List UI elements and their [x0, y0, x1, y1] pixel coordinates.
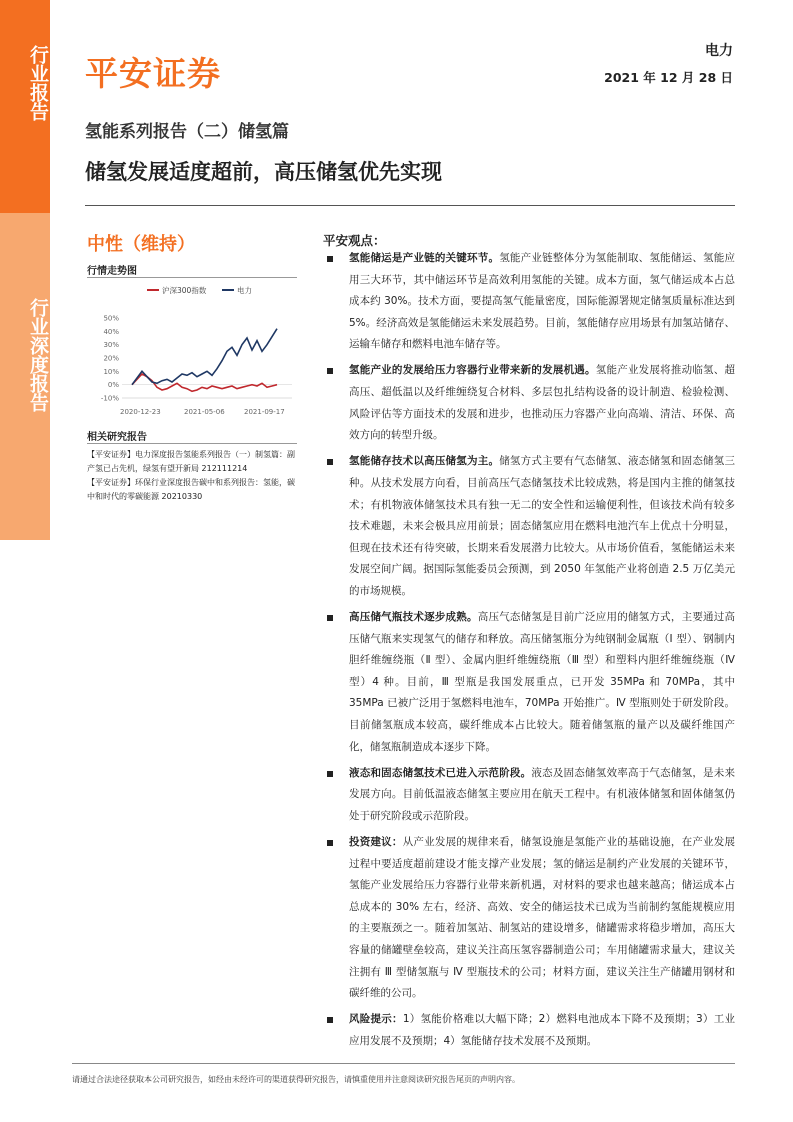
key-point-text: 从产业发展的规律来看，储氢设施是氢能产业的基础设施，在产业发展过程中要适度超前建设才能支撑产业发展；氢的储运是制约产业发展的关键环节，氢能产业发展给压力容器行业带来新机遇，对材料的要求也越来越高；储运成本占总成本的 30% 左右，经济、高效、安全的储运技术已成为当前制约氢能规模应用的主要瓶颈之一。随着加氢站、制氢站的建设增多，储罐需求将稳步增加，高压大容量的储罐壁垒较高，建议关注高压氢容器制造公司；车用储罐需求量大，建议关注拥有 Ⅲ 型储氢瓶与 Ⅳ 型瓶技术的公司；材料方面，建议关注生产储罐用钢材和碳纤维的公司。: [349, 835, 736, 1000]
key-point-text: 1）氢能价格难以大幅下降；2）燃料电池成本下降不及预期；3）工业应用发展不及预期；4）氢能储存技术发展不及预期。: [349, 1013, 736, 1047]
series-title: 氢能系列报告（二）储氢篇: [85, 122, 289, 142]
bullet-square-icon: [327, 840, 333, 846]
key-point-item: [323, 451, 735, 602]
bullet-square-icon: [327, 368, 333, 374]
key-point-text: 氢能产业发展将推动临氢、超高压、超低温以及纤维缠绕复合材料、多层包扎结构设备的设计制造、检验检测、风险评估等方面技术的发展和进步，也推动压力容器产业向高端、清洁、环保、高效方向的转型升级。: [349, 364, 736, 442]
key-point-lead: 氢能储存技术以高压储氢为主。: [349, 455, 500, 468]
trend-title-divider: [87, 277, 297, 278]
key-point-item: [323, 248, 735, 356]
y-tick-label: 20%: [103, 354, 119, 363]
key-point-item: [323, 1009, 735, 1052]
bullet-square-icon: [327, 459, 333, 465]
chart-legend: [147, 285, 252, 295]
related-reports-title: 相关研究报告: [87, 432, 147, 443]
report-headline: 储氢发展适度超前，高压储氢优先实现: [85, 160, 442, 184]
view-title: 平安观点：: [323, 233, 386, 248]
key-point-lead: 投资建议：: [349, 835, 403, 848]
related-title-divider: [87, 443, 297, 444]
sidebar-report-subtype: 行业深度报告: [27, 298, 49, 412]
key-point-item: [323, 763, 735, 828]
report-date: 2021 年 12 月 28 日: [604, 70, 733, 85]
x-tick-label: 2021-09-17: [244, 408, 285, 416]
y-tick-label: 10%: [103, 367, 119, 376]
y-tick-label: 40%: [103, 327, 119, 336]
y-tick-label: 30%: [103, 341, 119, 350]
trend-chart: [87, 280, 297, 420]
key-point-text: 高压气态储氢是目前广泛应用的储氢方式，主要通过高压储气瓶来实现氢气的储存和释放。高压储氢瓶分为纯钢制金属瓶（Ⅰ 型）、钢制内胆纤维缠绕瓶（Ⅱ 型）、金属内胆纤维缠绕瓶（Ⅲ 型）和塑料内胆纤维缠绕瓶（Ⅳ 型）4 种。目前，Ⅲ 型瓶是我国发展重点，已开发 35MPa 和 70MPa，其中 35MPa 已被广泛用于氢燃料电池车，70MPa 开始推广。Ⅳ 型瓶则处于研发阶段。目前储氢瓶成本较高，碳纤维成本占比较大。随着储氢瓶的量产以及碳纤维国产化，储氢瓶制造成本逐步下降。: [349, 611, 736, 753]
bullet-square-icon: [327, 771, 333, 777]
key-point-item: [323, 832, 735, 1005]
footer-divider: [72, 1063, 735, 1064]
key-point-lead: 高压储气瓶技术逐步成熟。: [349, 611, 478, 623]
related-reports-list: [87, 448, 297, 504]
bullet-square-icon: [327, 615, 333, 621]
footer-disclaimer: 请通过合法途径获取本公司研究报告，如经由未经许可的渠道获得研究报告，请慎重使用并注意阅读研究报告尾页的声明内容。: [72, 1075, 520, 1084]
sidebar-report-type: 行业报告: [27, 45, 49, 121]
key-point-text: 液态及固态储氢效率高于气态储氢，是未来发展方向。目前低温液态储氢主要应用在航天工程中。有机液体储氢和固体储氢仍处于研究阶段或示范阶段。: [349, 766, 736, 822]
y-tick-label: -10%: [100, 394, 119, 403]
key-point-lead: 风险提示：: [349, 1013, 403, 1026]
header-divider: [85, 205, 735, 206]
key-point-text: 储氢方式主要有气态储氢、液态储氢和固态储氢三种。从技术发展方向看，目前高压气态储氢技术比较成熟，将是国内主推的储氢技术；有机物液体储氢技术具有独一无二的安全性和运输便利性，但该技术尚有较多技术难题，未来会极具应用前景；固态储氢应用在燃料电池汽车上优点十分明显，但现在技术还有待突破，长期来看发展潜力比较大。从市场价值看，氢能储运未来发展空间广阔。据国际氢能委员会预测，到 2050 年氢能产业将创造 2.5 万亿美元的市场规模。: [349, 455, 736, 597]
bullet-square-icon: [327, 256, 333, 262]
related-report-item[interactable]: 【平安证券】环保行业深度报告碳中和系列报告：氢能，碳中和时代的零碳能源 20210330: [87, 478, 295, 501]
key-point-lead: 液态和固态储氢技术已进入示范阶段。: [349, 766, 532, 779]
trend-chart-title: 行情走势图: [87, 266, 137, 277]
x-tick-label: 2020-12-23: [120, 408, 161, 416]
key-points: [323, 248, 735, 1057]
bullet-square-icon: [327, 1017, 333, 1023]
company-logo: 平安证券: [85, 54, 221, 93]
legend-label-power: 电力: [237, 286, 252, 295]
key-point-text: 氢能产业链整体分为氢能制取、氢能储运、氢能应用三大环节，其中储运环节是高效利用氢能的关键。成本方面，氢气储运成本占总成本约 30%。技术方面，要提高氢气能量密度，国际能源署规定储氢质量标准达到 5%。经济高效是氢能储运未来发展趋势。目前，氢能储存应用场景有加氢站储存、运输车储存和燃料电池车储存等。: [349, 252, 736, 351]
key-point-lead: 氢能储运是产业链的关键环节。: [349, 252, 500, 264]
series-line-power: [132, 329, 277, 385]
x-tick-label: 2021-05-06: [184, 408, 225, 416]
y-tick-label: 0%: [107, 381, 119, 390]
key-point-item: [323, 360, 735, 446]
key-point-item: [323, 607, 735, 758]
y-tick-label: 50%: [103, 314, 119, 323]
legend-label-hs300: 沪深300指数: [162, 286, 207, 295]
key-point-lead: 氢能产业的发展给压力容器行业带来新的发展机遇。: [349, 364, 596, 377]
rating-label: 中性（维持）: [87, 234, 195, 255]
industry-label: 电力: [705, 43, 733, 59]
related-report-item[interactable]: 【平安证券】电力深度报告氢能系列报告（一）制氢篇：副产氢已占先机，绿氢有望开新局 212111214: [87, 450, 295, 473]
